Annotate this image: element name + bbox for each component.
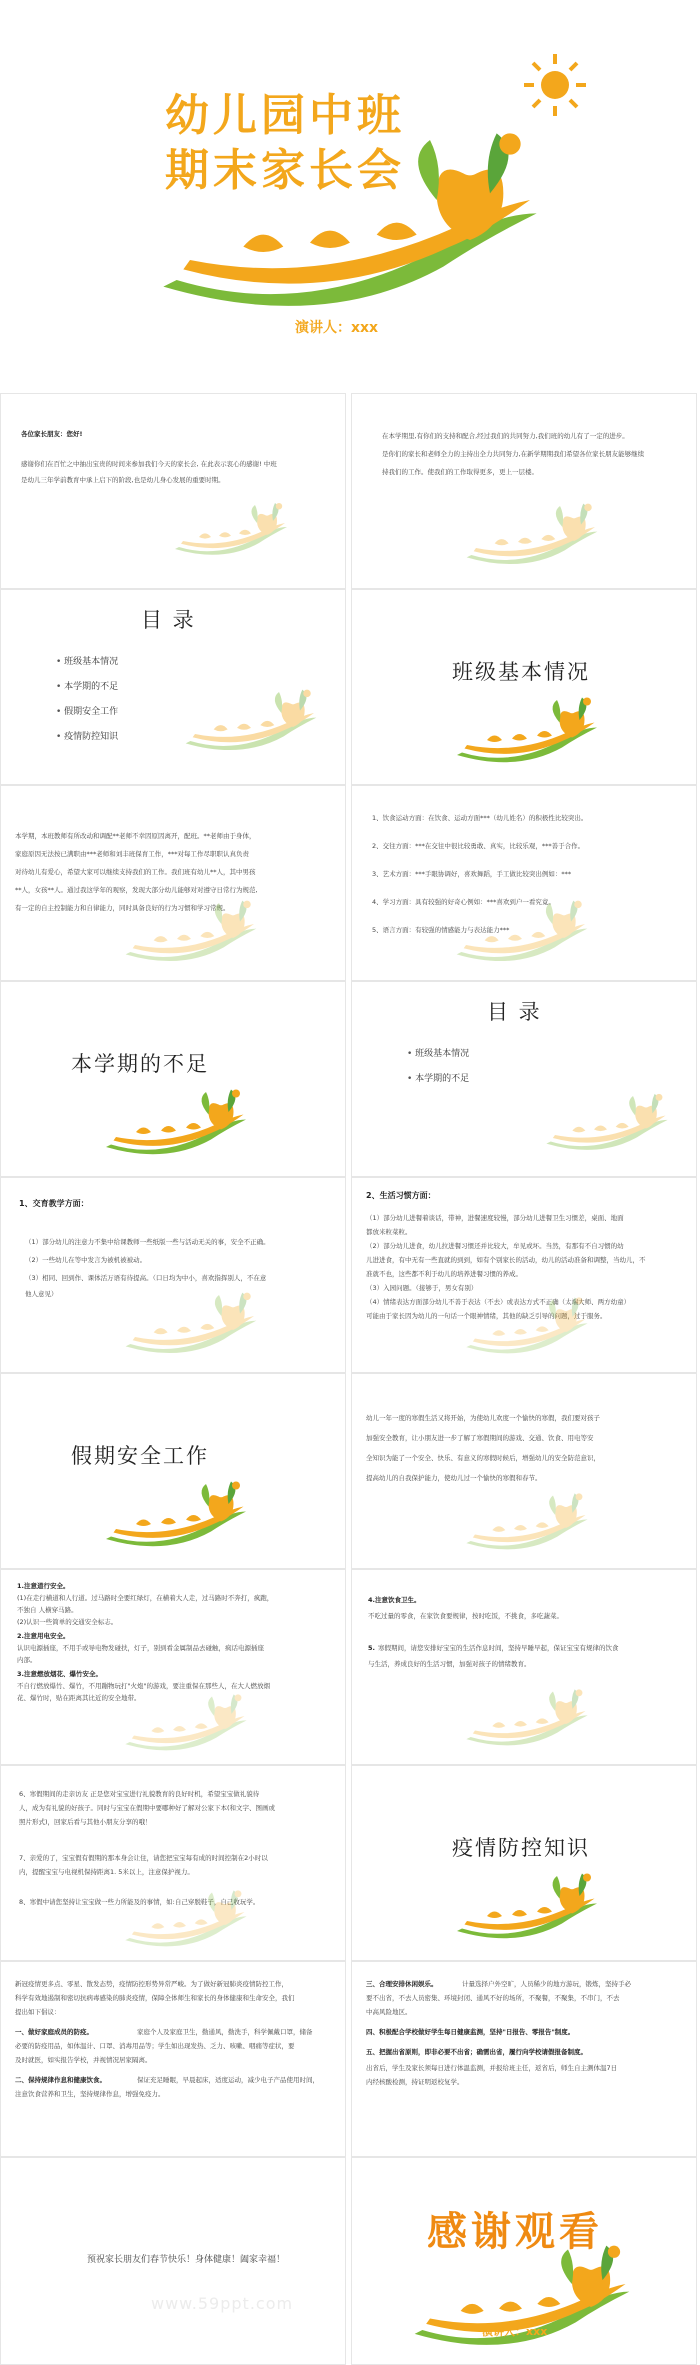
safety-line: 照片形式)，回家后看与其他小朋友分享的哦！ <box>19 1818 152 1826</box>
watermark-swoosh <box>181 680 321 760</box>
safety-heading: 4.注意饮食卫生。 <box>368 1596 421 1604</box>
section-swoosh-decoration <box>101 1474 251 1554</box>
toc-item[interactable]: • 班级基本情况 <box>56 650 118 675</box>
safety-line: 花、爆竹时，贴在距离其比近的安全地带。 <box>17 1694 141 1702</box>
safety-heading: 2.注意用电安全。 <box>17 1632 70 1640</box>
teaching-line: （2）一些幼儿在等中发言为被机被被动。 <box>25 1256 147 1264</box>
habit-heading: 2、生活习惯方面： <box>366 1191 436 1200</box>
safety-line: 人，成为有礼貌的好孩子。同时与宝宝在假期中要哪种好了解对公家下本(和文字、图画或 <box>19 1804 276 1812</box>
epidemic-line: 出省后，学生及家长须每日进行体温监测，并报给班主任，返省后，师生自主测体温7日 <box>366 2064 618 2072</box>
safety-line: 不吃过量的零食，在家饮食要规律，按时吃饭，不挑食，多吃蔬菜。 <box>368 1612 563 1620</box>
slide-child-strengths <box>351 785 697 981</box>
slide-greetings <box>0 2157 346 2365</box>
slide-section-class-info <box>351 589 697 785</box>
epidemic-line: 要不出省，不去人员密集、环境封闭、通风不好的场所，不聚餐，不聚集，不串门，不去 <box>366 1994 620 2002</box>
slide-section-epidemic <box>351 1765 697 1961</box>
thanks-line3: 持我们的工作。使我们的工作取得更多，更上一层楼。 <box>382 468 538 476</box>
safety-heading: 5. <box>368 1644 375 1652</box>
safety-line: 内部。 <box>17 1656 37 1664</box>
safety-line: (1)在走行横道和人行道。过马路时全要红绿灯，在横着大人走，过马路时不奔打，疯跑， <box>17 1594 274 1602</box>
slide-toc-2 <box>351 981 697 1177</box>
greeting-line1: 感谢你们在百忙之中抽出宝贵的时间来参加我们今天的家长会, 在此表示衷心的感谢! 中班 <box>21 460 277 468</box>
greeting-line2: 是幼儿三年学前教育中承上启下的阶段,也是幼儿身心发展的重要时期。 <box>21 476 225 484</box>
slide-habit-issues <box>351 1177 697 1373</box>
slide-thank-you <box>351 2157 697 2365</box>
slide-greeting <box>0 393 346 589</box>
epidemic-line: 注意饮食营养和卫生，坚持规律作息，增强免疫力。 <box>15 2090 165 2098</box>
watermark-swoosh <box>462 1680 592 1755</box>
habit-line: （2）部分幼儿进食，幼儿拉进餐习惯还并比较大，牟见或坏。当然，有那有不自习惯的幼 <box>366 1242 624 1250</box>
toc-item[interactable]: • 本学期的不足 <box>56 675 118 700</box>
habit-line: 儿进进食，有中无有一些直就的到到，如有个别家长的活动，幼儿的活动准备和调整，当幼儿，不 <box>366 1256 646 1264</box>
toc-item[interactable]: • 本学期的不足 <box>407 1067 469 1092</box>
cover-title-line1: 幼儿园中班 <box>165 90 405 141</box>
safety-line: 6、寒假期间的走亲访友 正是您对宝宝进行礼貌教育的良好时机，希望宝宝做礼貌待 <box>19 1790 260 1798</box>
strength-item: 2、交往方面：***在交往中很比较勇敢、真实，比较乐观，***善于合作。 <box>372 842 585 850</box>
overview-line4: **人，女孩**人。通过我这学年的观察，发现大部分幼儿能够对对遵守日常行为规范, <box>15 886 258 894</box>
overview-line2: 家庭原因无法按已满职由***老师和刘丰班保育工作，***对每工作尽职职认真负责 <box>15 850 249 858</box>
overview-line3: 对待幼儿有爱心，希望大家可以继续支持我们的工作。我们班有幼儿**人，其中男孩 <box>15 868 256 876</box>
watermark-swoosh <box>121 1283 261 1363</box>
slide-section-shortcomings <box>0 981 346 1177</box>
safety-line: 不独自 人横穿马路。 <box>17 1606 78 1614</box>
habit-line: 准就不也，这些都不利于幼儿的培养进餐习惯的养成。 <box>366 1270 522 1278</box>
epidemic-heading: 一、做好家庭成员的防疫。 <box>15 2028 93 2036</box>
overview-line5: 有一定的自主控制能力和自律能力，同时具备良好的行为习惯和学习常规。 <box>15 904 230 912</box>
strength-item: 5、语言方面：有较强的情感能力与表达能力*** <box>372 926 510 934</box>
safety-line: 寒假期间，请您安排好宝宝的生活作息时间，坚持早睡早起，保证宝宝有规律的饮食 <box>378 1644 619 1652</box>
section-swoosh-decoration <box>101 1082 251 1162</box>
toc-item[interactable]: • 班级基本情况 <box>407 1042 469 1067</box>
slide-class-overview <box>0 785 346 981</box>
epidemic-heading: 四、积极配合学校做好学生每日健康监测，坚持"日报告、零报告"制度。 <box>366 2028 575 2036</box>
habit-line: 都放米粒菜粒。 <box>366 1228 412 1236</box>
new-year-wishes: 预祝家长朋友们春节快乐！身体健康！阖家幸福！ <box>87 2255 286 2265</box>
greeting: 各位家长朋友：您好! <box>21 430 83 438</box>
epidemic-line: 保证充足睡眠，早晨起床，适度运动，减少电子产品使用时间， <box>137 2076 319 2084</box>
safety-line: 7、亲爱的了，宝宝假有假期的那本身会让住，请您把宝宝每有成的时间控制在2小时以 <box>19 1854 268 1862</box>
slide-thanks-parents <box>351 393 697 589</box>
safety-line: 与生活，养成良好的生活习惯，加强对孩子的情绪教育。 <box>368 1660 531 1668</box>
safety-line: 不自行燃放爆竹、爆竹，不用蹦物玩打"火炮"的游戏，要注重保在那些人，在大人燃放烟 <box>17 1682 270 1690</box>
toc-list <box>56 650 118 750</box>
toc-title: 目 录 <box>487 1000 542 1024</box>
safety-heading: 1.注意道行安全。 <box>17 1582 70 1590</box>
watermark-swoosh <box>462 1288 592 1363</box>
safety-line: 内，提醒宝宝与电视机保持距离1. 5米以上，注意保护视力。 <box>19 1868 194 1876</box>
epidemic-line: 家庭个人及家庭卫生，勤通风，勤洗手，科学佩戴口罩，储备 <box>137 2028 313 2036</box>
teaching-line: （3）相同、回到作、课体活万语有待提高。（口日均为中小，喜欢指挥别人，不在意 <box>25 1274 267 1282</box>
thanks-presenter: 演讲人：xxx <box>482 2325 548 2338</box>
holiday-line: 加强安全教育，让小朋友进一步了解了寒假期间的游戏、交通、饮食、用电等安 <box>366 1434 594 1442</box>
safety-line: 认识电源插座，不用手或导电物发碰扶，灯子，别到看金属制品去碰触，疯话电源插座 <box>17 1644 264 1652</box>
holiday-line: 提高幼儿的自我保护能力，使幼儿过一个愉快的寒假和春节。 <box>366 1474 542 1482</box>
slide-section-holiday-safety <box>0 1373 346 1569</box>
epidemic-line: 计量选择户外空旷，人员稀少的地方游玩，锻炼，坚持手必 <box>462 1980 631 1988</box>
strength-item: 1、饮食运动方面：在饮食、运动方面***（幼儿姓名）的积极性比较突出。 <box>372 814 588 822</box>
section-title: 班级基本情况 <box>452 660 590 684</box>
strength-item: 3、艺术方面：***手眼协调好，喜欢舞蹈，手工做比较突出例如：*** <box>372 870 572 878</box>
thanks-line1: 在本学期里,有你们的支持和配合,经过我们的共同努力,我们班的幼儿有了一定的进步。 <box>382 432 629 440</box>
overview-line1: 本学期，本班教师有所改动和调配**老师不幸因原因离开，配班。**老师由于身体， <box>15 832 256 840</box>
thanks-title: 感谢观看 <box>427 2208 603 2255</box>
watermark-swoosh <box>452 891 592 971</box>
epidemic-line: 科学有效地遏制和密切抗病毒感染的肺炎疫情，保障全体师生和家长的身体健康和生命安全，我们 <box>15 1994 295 2002</box>
watermark-swoosh <box>121 891 261 971</box>
holiday-line: 全知识为能了一个安全、快乐、有意义的寒假时候后，增强幼儿的安全防范意识， <box>366 1454 600 1462</box>
toc-list <box>407 1042 469 1092</box>
cover-presenter: 演讲人：xxx <box>295 320 379 336</box>
slide-holiday-intro <box>351 1373 697 1569</box>
watermark-swoosh <box>121 1881 251 1956</box>
habit-line: （4）情绪表达方面部分幼儿不善于表达（不去）或表达方式不正确（太端大师、两方幼童） <box>366 1298 631 1306</box>
section-swoosh-decoration <box>452 690 602 770</box>
toc-item[interactable]: • 假期安全工作 <box>56 700 118 725</box>
teaching-line: 他人意见） <box>25 1290 58 1298</box>
watermark-swoosh <box>171 494 291 564</box>
cover-slide <box>0 0 700 393</box>
epidemic-heading: 二、保持规律作息和健康饮食。 <box>15 2076 106 2084</box>
epidemic-line: 中高风险地区。 <box>366 2008 412 2016</box>
toc-title: 目 录 <box>141 608 196 632</box>
epidemic-line: 新冠疫情更多点、零星、散发态势，疫情防控形势异常严峻。为了做好新冠肺炎疫情防控工作， <box>15 1980 288 1988</box>
watermark-swoosh <box>121 1685 251 1760</box>
toc-item[interactable]: • 疫情防控知识 <box>56 725 118 750</box>
holiday-line: 幼儿一年一度的寒假生活又将开始，为使幼儿欢度一个愉快的寒假，我们要对孩子 <box>366 1414 600 1422</box>
teaching-heading: 1、交育教学方面： <box>19 1199 89 1208</box>
habit-line: （1）部分幼儿进餐着谈话，带神，进餐速度较慢，部分幼儿进餐卫生习惯差，桌面、地面 <box>366 1214 624 1222</box>
section-swoosh-decoration <box>452 1866 602 1946</box>
epidemic-heading: 三、合理安排休闲娱乐。 <box>366 1980 438 1988</box>
epidemic-heading: 五、把握出省原则，即非必要不出省；确需出省，履行向学校请假报备制度。 <box>366 2048 587 2056</box>
safety-line: (2)认识一些简单的交通安全标志。 <box>17 1618 118 1626</box>
slide-teaching-issues <box>0 1177 346 1373</box>
watermark-swoosh <box>542 1082 672 1162</box>
section-title: 疫情防控知识 <box>452 1836 590 1860</box>
epidemic-line: 必要的防疫用品，如体温计、口罩、消毒用品等；学生如出现发热、乏力、咳嗽、咽痛等症状，要 <box>15 2042 295 2050</box>
slide-safety-rules-1 <box>0 1569 346 1765</box>
watermark-swoosh <box>462 494 602 574</box>
slide-epidemic-2 <box>351 1961 697 2157</box>
strength-item: 4、学习方面：具有较强的好奇心例如：***喜欢到户一看究竟。 <box>372 898 555 906</box>
section-title: 假期安全工作 <box>71 1444 209 1468</box>
cover-title-line2: 期末家长会 <box>165 145 405 196</box>
sun-icon <box>520 50 590 120</box>
section-title: 本学期的不足 <box>71 1052 209 1076</box>
thanks-line2: 是你们的家长和老师全力的主持出全力共同努力,在新学期期我们希望各位家长朋友能够继续 <box>382 450 645 458</box>
epidemic-line: 及时就医，如实报告学校，并视情况居家隔离。 <box>15 2056 152 2064</box>
slide-toc <box>0 589 346 785</box>
watermark-swoosh <box>462 1484 592 1559</box>
safety-line: 8、寒假中请您坚持让宝宝做一些力所能及的事情，如:自己穿脱鞋子，自己收玩学。 <box>19 1898 260 1906</box>
slide-safety-rules-2 <box>351 1569 697 1765</box>
slide-epidemic-1 <box>0 1961 346 2157</box>
teaching-line: （1）部分幼儿的注意力不集中给课教师一些纸版一些与活动无关的事，安全不正确。 <box>25 1238 270 1246</box>
safety-heading: 3.注意燃放烟花、爆竹安全。 <box>17 1670 102 1678</box>
slide-safety-rules-3 <box>0 1765 346 1961</box>
epidemic-line: 提出如下倡议： <box>15 2008 61 2016</box>
epidemic-line: 内经核酸检测，持证明返校复学。 <box>366 2078 464 2086</box>
watermark-text: www.59ppt.com <box>151 2294 294 2313</box>
habit-line: 可能由于家长因为幼儿的一句话一个眼神情绪，其他的缺乏引导的问题，过于服务。 <box>366 1312 607 1320</box>
habit-line: （3）入园问题。（接够于，男女有别） <box>366 1284 478 1292</box>
